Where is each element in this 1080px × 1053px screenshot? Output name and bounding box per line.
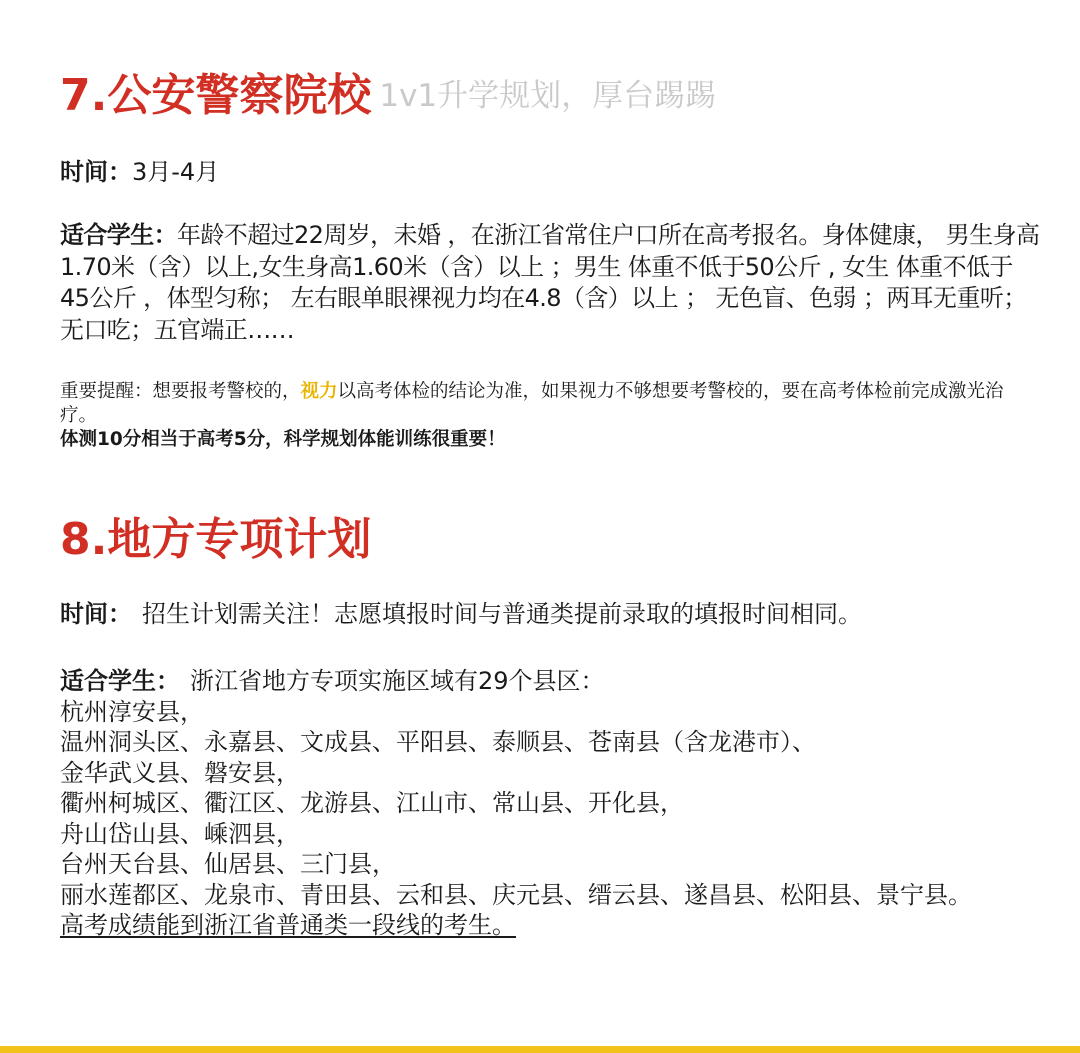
section-8-heading: 8.地方专项计划 [60, 514, 372, 565]
region-line: 杭州淳安县， [60, 697, 204, 726]
bottom-accent-bar [0, 1046, 1080, 1053]
eligibility-intro: 浙江省地方专项实施区域有29个县区： [190, 667, 605, 695]
reminder-highlight: 视力 [300, 381, 338, 402]
region-line: 衢州柯城区、衢江区、龙游县、江山市、常山县、开化县， [60, 789, 684, 817]
reminder-prefix: 重要提醒：想要报考警校的， [60, 381, 301, 402]
eligibility-label: 适合学生： [60, 667, 180, 695]
eligibility-label: 适合学生： [60, 221, 177, 249]
region-line: 舟山岱山县、嵊泗县， [60, 819, 300, 848]
section-7-time [60, 156, 1040, 188]
time-label: 时间： [60, 158, 132, 186]
watermark-text: 1v1升学规划，厚台踢踢 [379, 78, 717, 114]
time-value: 招生计划需关注！志愿填报时间与普通类提前录取的填报时间相同。 [142, 600, 862, 628]
section-7-title [60, 70, 716, 122]
region-line: 金华武义县、磐安县， [60, 758, 300, 787]
section-8-time [60, 598, 1040, 630]
reminder-suffix: 以高考体检的结论为准，如果视力不够想要考警校的，要在高考体检前完成激光治疗。 [60, 381, 1004, 426]
time-value: 3月-4月 [132, 158, 220, 186]
region-line: 温州洞头区、永嘉县、文成县、平阳县、泰顺县、苍南县（含龙港市）、 [60, 728, 816, 756]
reminder-bold-line: 体测10分相当于高考5分，科学规划体能训练很重要！ [60, 429, 506, 450]
section-7-heading: 7.公安警察院校 [60, 70, 372, 121]
eligibility-intro-line [60, 666, 1040, 697]
section-8-title [60, 514, 371, 566]
time-label: 时间： [60, 600, 132, 628]
eligibility-text: 年龄不超过22周岁，未婚 ，在浙江省常住户口所在高考报名。身体健康， 男生身高1.70米（含）以上,女生身高1.60米（含）以上 ；男生 体重不低于50公斤 , 女生 体重不低于45公斤 ，体型匀称； 左右眼单眼裸视力均在4.8（含）以上 ； 无色盲、色弱 ；两耳无重听；无口吃；五官端正…… [60, 221, 1040, 344]
section-8-eligibility [60, 666, 1040, 941]
region-line: 台州天台县、仙居县、三门县， [60, 850, 396, 878]
important-reminder [60, 380, 1040, 452]
score-requirement: 高考成绩能到浙江省普通类一段线的考生。 [60, 911, 516, 939]
section-7-eligibility [60, 220, 1040, 346]
region-line: 丽水莲都区、龙泉市、青田县、云和县、庆元县、缙云县、遂昌县、松阳县、景宁县。 [60, 880, 972, 909]
